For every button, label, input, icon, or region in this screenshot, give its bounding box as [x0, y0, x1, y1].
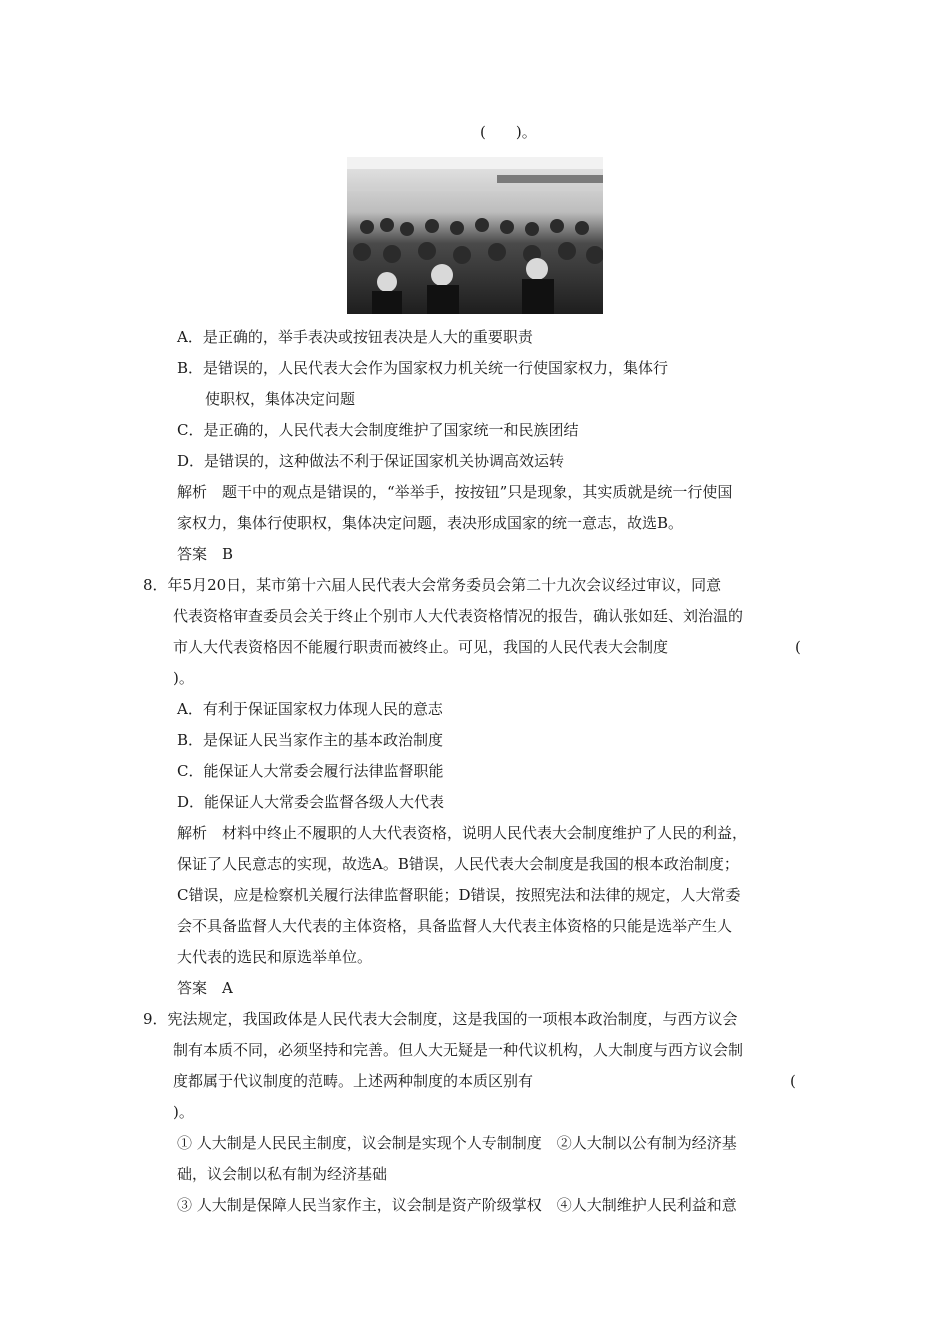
question-9-line1: 9．宪法规定，我国政体是人民代表大会制度，这是我国的一项根本政治制度，与西方议会 — [143, 1010, 738, 1028]
option-7b: B．是错误的，人民代表大会作为国家权力机关统一行使国家权力，集体行 — [177, 359, 669, 377]
analysis-8-line3: C错误，应是检察机关履行法律监督职能；D错误，按照宪法和法律的规定，人大常委 — [177, 886, 741, 904]
answer-7: 答案 B — [177, 545, 234, 563]
option-8b: B．是保证人民当家作主的基本政治制度 — [177, 731, 444, 749]
question-9-paren-open: ( — [790, 1072, 796, 1090]
option-8a: A．有利于保证国家权力体现人民的意志 — [177, 700, 443, 718]
question-8-line3: 市人大代表资格因不能履行职责而被终止。可见，我国的人民代表大会制度 — [173, 638, 669, 656]
analysis-8-line5: 大代表的选民和原选举单位。 — [177, 948, 373, 966]
analysis-7-line2: 家权力，集体行使职权，集体决定问题，表决形成国家的统一意志，故选B。 — [177, 514, 684, 532]
question-9-paren-close: )。 — [173, 1103, 194, 1121]
statement-9-34: ③ 人大制是保障人民当家作主，议会制是资产阶级掌权 ④人大制维护人民利益和意 — [177, 1196, 737, 1214]
question-8-line1: 8．年5月20日，某市第十六届人民代表大会常务委员会第二十九次会议经过审议，同意 — [143, 576, 722, 594]
analysis-8-line1: 解析 材料中终止不履职的人大代表资格，说明人民代表大会制度维护了人民的利益， — [177, 824, 748, 842]
option-7b-cont: 使职权，集体决定问题 — [205, 390, 356, 408]
congress-photo-image — [347, 157, 603, 314]
option-7c: C．是正确的，人民代表大会制度维护了国家统一和民族团结 — [177, 421, 579, 439]
question-8-paren-open: ( — [795, 638, 801, 656]
congress-photo — [347, 157, 603, 314]
statement-9-12-cont: 础，议会制以私有制为经济基础 — [177, 1165, 388, 1183]
answer-8: 答案 A — [177, 979, 233, 997]
question-8-line2: 代表资格审查委员会关于终止个别市人大代表资格情况的报告，确认张如廷、刘治温的 — [173, 607, 744, 625]
statement-9-12: ① 人大制是人民民主制度，议会制是实现个人专制制度 ②人大制以公有制为经济基 — [177, 1134, 737, 1152]
question-9-line3: 度都属于代议制度的范畴。上述两种制度的本质区别有 — [173, 1072, 534, 1090]
answer-blank-7: ( )。 — [480, 123, 537, 141]
question-8-paren-close: )。 — [173, 669, 194, 687]
analysis-8-line2: 保证了人民意志的实现，故选A。B错误，人民代表大会制度是我国的根本政治制度； — [177, 855, 739, 873]
option-7a: A．是正确的，举手表决或按钮表决是人大的重要职责 — [177, 328, 533, 346]
option-8d: D．能保证人大常委会监督各级人大代表 — [177, 793, 445, 811]
analysis-7-line1: 解析 题干中的观点是错误的，“举举手，按按钮”只是现象，其实质就是统一行使国 — [177, 483, 733, 501]
option-8c: C．能保证人大常委会履行法律监督职能 — [177, 762, 444, 780]
analysis-8-line4: 会不具备监督人大代表的主体资格，具备监督人大代表主体资格的只能是选举产生人 — [177, 917, 733, 935]
question-9-line2: 制有本质不同，必须坚持和完善。但人大无疑是一种代议机构，人大制度与西方议会制 — [173, 1041, 744, 1059]
option-7d: D．是错误的，这种做法不利于保证国家机关协调高效运转 — [177, 452, 565, 470]
